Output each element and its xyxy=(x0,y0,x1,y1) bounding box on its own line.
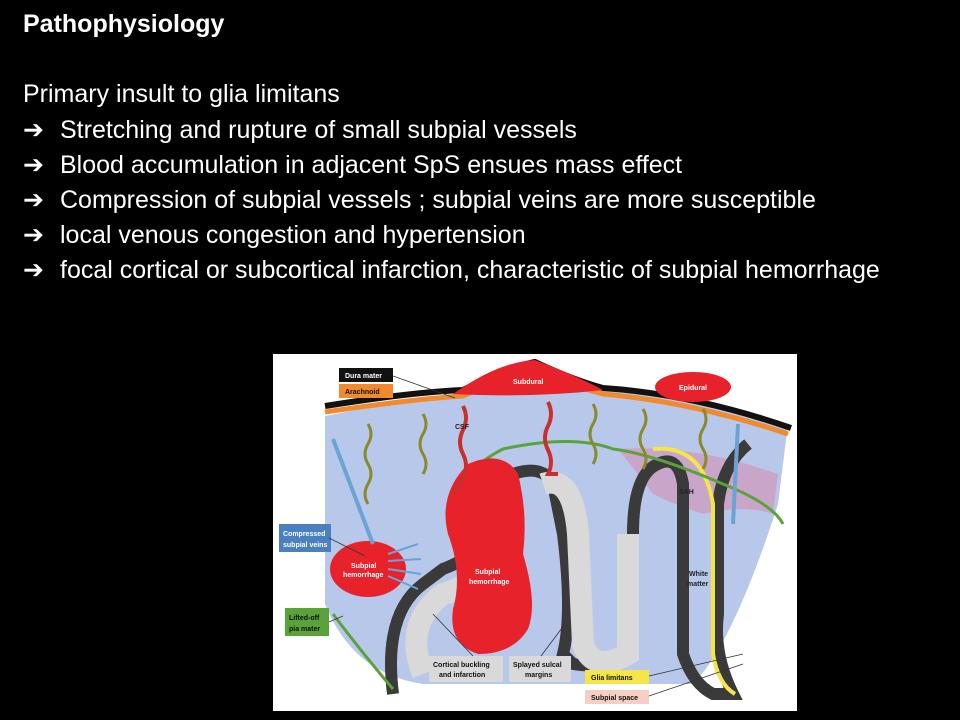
subdural-hematoma xyxy=(453,360,603,395)
bullet-text: Compression of subpial vessels ; subpial veins are more susceptible xyxy=(60,186,816,214)
arrow-icon: ➔ xyxy=(23,186,44,214)
subpial-hemorrhage-center-label: Subpial xyxy=(475,569,501,576)
compressed-veins-label: subpial veins xyxy=(283,542,328,549)
glia-limitans-label: Glia limitans xyxy=(591,675,633,682)
bullet-item xyxy=(23,113,943,148)
subpial-hemorrhage-left-label: Subpial xyxy=(351,563,377,570)
subpial-space-label: Subpial space xyxy=(591,695,639,702)
bullet-item xyxy=(23,218,943,253)
bullet-text: local venous congestion and hypertension xyxy=(60,221,526,249)
sah-label: SAH xyxy=(679,489,694,496)
bullet-list xyxy=(23,113,943,288)
subdural-label: Subdural xyxy=(513,379,544,386)
diagram-svg xyxy=(273,354,797,711)
white-matter-label: matter xyxy=(687,581,709,588)
dura-label: Dura mater xyxy=(345,373,382,380)
subpial-hemorrhage-center-label: hemorrhage xyxy=(469,579,510,586)
intro-line: Primary insult to glia limitans xyxy=(23,80,340,108)
splayed-sulcal-label: Splayed sulcal xyxy=(513,662,562,669)
arrow-icon: ➔ xyxy=(23,116,44,144)
arrow-icon: ➔ xyxy=(23,151,44,179)
arrow-icon: ➔ xyxy=(23,256,44,284)
white-matter-label: White xyxy=(689,571,709,578)
bullet-text: Stretching and rupture of small subpial vessels xyxy=(60,116,577,144)
lifted-pia-label: pia mater xyxy=(289,626,321,633)
bullet-item xyxy=(23,183,943,218)
bullet-text: Blood accumulation in adjacent SpS ensues mass effect xyxy=(60,151,683,179)
subpial-hemorrhage-diagram xyxy=(273,354,797,711)
compressed-veins-label: Compressed xyxy=(283,531,326,538)
cortical-buckling-label: and infarction xyxy=(439,672,486,679)
arrow-icon: ➔ xyxy=(23,221,44,249)
slide-title: Pathophysiology xyxy=(23,10,225,38)
csf-label: CSF xyxy=(455,424,469,431)
arachnoid-label: Arachnoid xyxy=(345,389,380,396)
lifted-pia-label: Lifted-off xyxy=(289,615,320,622)
bullet-item xyxy=(23,148,943,183)
bullet-item xyxy=(23,253,943,288)
bullet-text: focal cortical or subcortical infarction, characteristic of subpial hemorrhage xyxy=(60,256,880,284)
epidural-label: Epidural xyxy=(679,385,708,392)
cortical-buckling-label: Cortical buckling xyxy=(433,662,490,669)
splayed-sulcal-label: margins xyxy=(525,672,553,679)
subpial-hemorrhage-left-label: hemorrhage xyxy=(343,572,384,579)
